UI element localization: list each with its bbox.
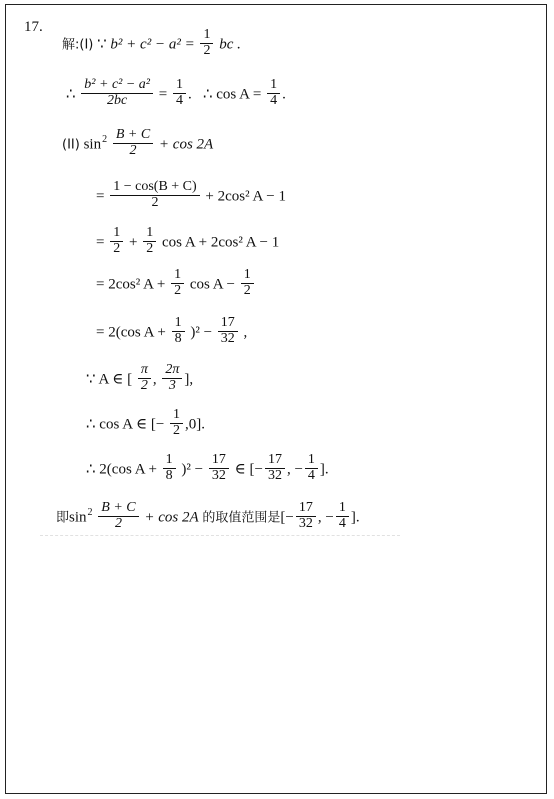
fraction: $\frac{B + C}{2}$: [98, 501, 138, 531]
fraction: $\frac{17}{32}$: [209, 453, 229, 483]
solution-line-6: = 2cos² A + $\frac{1}{2}$ cos A − $\frac{1}{2}$: [96, 270, 256, 300]
solution-line-2: ∴ $\frac{\text{b² + c² − a²}}{2bc}$ = $\frac{1}{4}$ . ∴ cos A = $\frac{1}{4}$ .: [66, 77, 286, 108]
fraction: $\frac{1}{2}$: [143, 226, 156, 256]
fraction: $\frac{1}{2}$: [170, 408, 183, 438]
faint-divider: [40, 535, 400, 536]
fraction: $\frac{1}{2}$: [241, 268, 254, 298]
page-frame: [5, 4, 547, 794]
part-ii-label: (II): [62, 137, 80, 153]
fraction: $\frac{2\pi}{3}$: [162, 363, 182, 393]
fraction: $\frac{1}{2}$: [171, 268, 184, 298]
fraction: $\frac{1}{2}$: [200, 28, 213, 58]
fraction: $\frac{17}{32}$: [265, 453, 285, 483]
fraction: $\frac{\pi}{2}$: [138, 363, 151, 393]
fraction: $\frac{17}{32}$: [218, 316, 238, 346]
solution-line-7: = 2(cos A + $\frac{1}{8}$ )² − $\frac{17}{32}$ ,: [96, 315, 248, 346]
fraction: $\frac{1}{4}$: [267, 78, 280, 108]
solution-line-4: = $\frac{1 - \cos(B + C)}{2}$ + 2cos² A − 1: [96, 179, 287, 210]
problem-number: 17.: [24, 19, 43, 35]
fraction: $\frac{1}{8}$: [163, 453, 176, 483]
fraction: $\frac{1}{8}$: [172, 316, 185, 346]
fraction: $\frac{B + C}{2}$: [113, 128, 153, 158]
fraction: $\frac{1 - \cos(B + C)}{2}$: [110, 180, 199, 210]
solution-line-5: = $\frac{1}{2}$ + $\frac{1}{2}$ cos A + 2cos² A − 1: [96, 225, 280, 256]
solution-conclusion: 即$\sin^2$ $\frac{B + C}{2}$ + cos 2A 的取值范围是[− $\frac{17}{32}$ , − $\frac{1}{4}$ ].: [56, 500, 360, 531]
solution-line-1: 解:(I) ∵ b² + c² − a² = $\frac{1}{2}$ bc .: [62, 27, 241, 58]
solution-line-3: (II) $\sin^2$ $\frac{B + C}{2}$ + cos 2A: [62, 127, 214, 158]
solution-line-9: ∴ cos A ∈ [− $\frac{1}{2}$ ,0].: [86, 407, 206, 438]
solution-line-10: ∴ 2(cos A + $\frac{1}{8}$ )² − $\frac{17}{32}$ ∈ [− $\frac{17}{32}$ , − $\frac{1}{4}$ ].: [86, 452, 329, 483]
part-i-label: (I): [79, 37, 94, 53]
solution-line-8: ∵ A ∈ [ $\frac{\pi}{2}$ , $\frac{2\pi}{3}$ ],: [86, 362, 194, 393]
fraction: $\frac{1}{4}$: [173, 78, 186, 108]
fraction: $\frac{1}{4}$: [305, 453, 318, 483]
fraction: $\frac{1}{4}$: [336, 501, 349, 531]
fraction: $\frac{1}{2}$: [110, 226, 123, 256]
fraction: $\frac{17}{32}$: [296, 501, 316, 531]
fraction: $\frac{\text{b² + c² − a²}}{2bc}$: [81, 78, 153, 108]
solution-label: 解:: [62, 37, 80, 53]
